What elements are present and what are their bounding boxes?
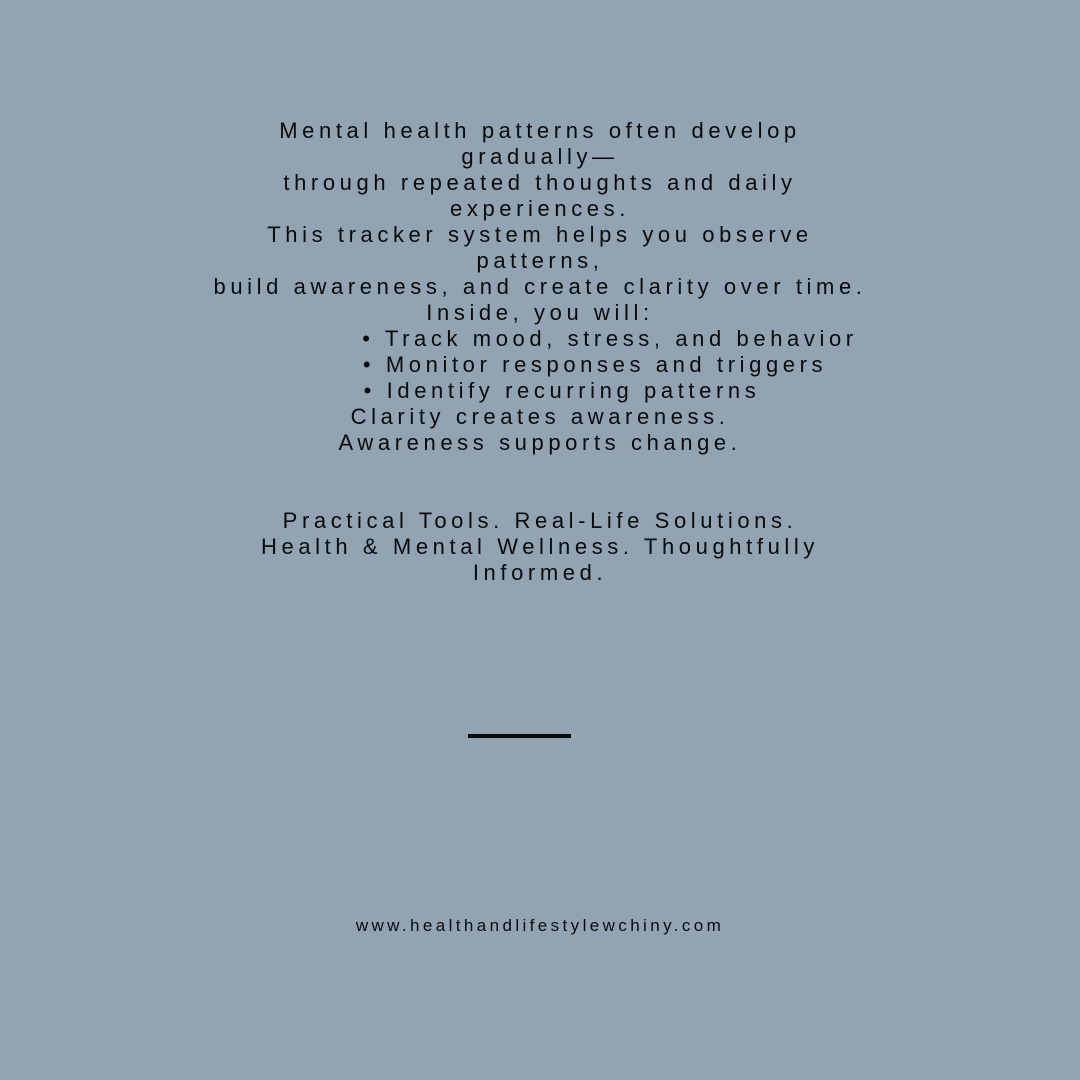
intro-line: Awareness supports change. — [338, 430, 742, 455]
tagline-line: Informed. — [472, 560, 608, 585]
intro-line: Inside, you will: — [426, 300, 654, 325]
intro-line: patterns, — [476, 248, 604, 273]
intro-line: Clarity creates awareness. — [350, 404, 730, 429]
bullet-item-track-mood: • Track mood, stress, and behavior — [362, 326, 858, 351]
tagline-block — [0, 508, 1080, 586]
website-url: www.healthandlifestylewchiny.com — [355, 916, 725, 935]
intro-text-block — [0, 118, 1080, 456]
tagline-line: Health & Mental Wellness. Thoughtfully — [261, 534, 819, 559]
intro-line: experiences. — [450, 196, 630, 221]
intro-line: gradually— — [461, 144, 619, 169]
intro-line: through repeated thoughts and daily — [283, 170, 797, 195]
intro-line: This tracker system helps you observe — [267, 222, 813, 247]
intro-line: build awareness, and create clarity over time. — [213, 274, 867, 299]
intro-line: Mental health patterns often develop — [279, 118, 801, 143]
tagline-line: Practical Tools. Real-Life Solutions. — [282, 508, 798, 533]
bullet-item-identify-patterns: • Identify recurring patterns — [363, 378, 761, 403]
bullet-item-monitor-responses: • Monitor responses and triggers — [362, 352, 828, 377]
divider-line — [468, 734, 571, 738]
